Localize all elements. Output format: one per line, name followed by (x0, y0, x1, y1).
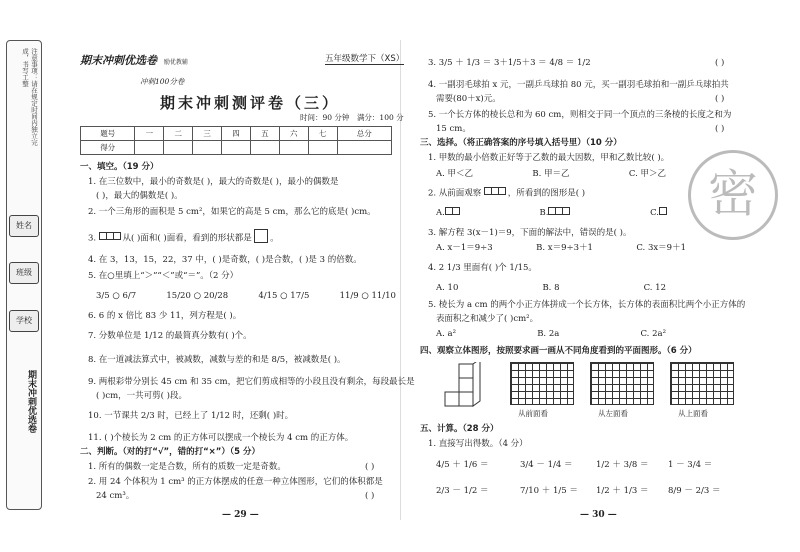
choice-4: 4. 2 1/3 里面有( )个 1/15。 (428, 263, 537, 273)
judge-3: 3. 3/5 ＋ 1/3 ＝ 3＋1/5＋3 ＝ 4/8 ＝ 1/2 (428, 58, 591, 68)
calc-item: 2/3 － 1/2 ＝ (436, 486, 489, 496)
question-10: 10. 一节课共 2/3 时，已经上了 1/12 时，还剩( )时。 (88, 411, 294, 421)
question-2: 2. 一个三角形的面积是 5 cm²，如果它的高是 5 cm，那么它的底是( )cm。 (88, 207, 376, 217)
question-11: 11. ( )个棱长为 2 cm 的正方体可以摆成一个棱长为 4 cm 的正方体。 (88, 433, 354, 443)
cube-stack-icon (484, 187, 505, 199)
sidebar-brand: 期末冲刺优选卷 (26, 370, 36, 433)
choice-5b: 表面积之和减少了( )cm²。 (436, 314, 539, 324)
school-field-label: 学校 (9, 310, 39, 332)
calc-item: 1/2 ＋ 1/3 ＝ (596, 486, 649, 496)
calc-item: 8/9 － 2/3 ＝ (668, 486, 721, 496)
solid-figure-icon (440, 362, 490, 412)
question-1a: 1. 在三位数中，最小的奇数是( )，最大的奇数是( )，最小的偶数是 (88, 177, 339, 187)
exam-meta: 时间：90 分钟 满分：100 分 (300, 113, 404, 122)
choice-3-options: A. x－1＝9÷3 B. x＝9÷3＋1 C. 3x＝9＋1 (436, 243, 686, 253)
judge-2-answer[interactable]: ( ) (365, 491, 375, 501)
section-fill-in: 一、填空。（19 分） (80, 162, 159, 172)
judge-2b: 24 cm³。 (96, 491, 135, 501)
page-number-left: — 29 — (222, 510, 259, 520)
choice-5-options: A. a² B. 2a C. 2a² (436, 329, 666, 339)
section-calc: 五、计算。（28 分） (420, 424, 499, 434)
choice-5a: 5. 棱长为 a cm 的两个小正方体拼成一个长方体，长方体的表面积比两个小正方体的 (428, 300, 746, 310)
section-choice: 三、选择。（将正确答案的序号填入括号里）（10 分） (420, 138, 622, 148)
top-view-label: 从上面看 (678, 409, 708, 418)
page-number-right: — 30 — (580, 510, 617, 520)
question-3: 3. 从( )面和( )面看，看到的形状都是 。 (88, 229, 279, 247)
judge-4b: 需要(80＋x)元。 (436, 94, 501, 104)
cube-figure-icon (99, 232, 120, 244)
front-view-label: 从前面看 (518, 409, 548, 418)
class-field-label: 班级 (9, 262, 39, 284)
judge-4-answer[interactable]: ( ) (715, 94, 725, 104)
choice-1-options: A. 甲＜乙 B. 甲＝乙 C. 甲＞乙 (436, 169, 666, 179)
choice-2-options: A. B. C. (436, 207, 666, 219)
grade-label: 五年级数学下（XS） (325, 54, 405, 64)
choice-1: 1. 甲数的最小倍数正好等于乙数的最大因数，甲和乙数比较( )。 (428, 153, 670, 163)
sidebar-rules: 注意事项：请在规定时间内独立完成，书写工整 (21, 48, 38, 146)
judge-5-answer[interactable]: ( ) (715, 124, 725, 134)
secret-stamp-icon: 密 (688, 150, 778, 240)
question-8: 8. 在一道减法算式中，被减数，减数与差的和是 8/5，被减数是( )。 (88, 355, 346, 365)
calc-item: 3/4 － 1/4 ＝ (520, 460, 573, 470)
question-7: 7. 分数单位是 1/12 的最简真分数有( )个。 (88, 331, 252, 341)
subtitle: 冲刺100分卷 (140, 77, 185, 86)
calc-item: 1/2 ＋ 3/8 ＝ (596, 460, 649, 470)
question-5: 5. 在○里填上“＞”“＜”或“＝”。（2 分） (88, 271, 239, 281)
compare-items: 3/5 ○ 6/7 15/20 ○ 20/28 4/15 ○ 17/5 11/9 ○ 11/10 (96, 291, 396, 301)
judge-5b: 15 cm。 (436, 124, 471, 134)
judge-1: 1. 所有的偶数一定是合数，所有的质数一定是奇数。 (88, 462, 286, 472)
left-view-label: 从左面看 (598, 409, 628, 418)
top-view-grid[interactable] (670, 362, 734, 405)
question-1b: ( )，最大的偶数是( )。 (96, 191, 183, 201)
calc-item: 4/5 ＋ 1/6 ＝ (436, 460, 489, 470)
judge-4a: 4. 一副羽毛球拍 x 元，一副乒乓球拍 80 元，买一副羽毛球拍和一副乒乓球拍共 (428, 80, 729, 90)
choice-3: 3. 解方程 3(x－1)＝9，下面的解法中，错误的是( )。 (428, 228, 632, 238)
judge-1-answer[interactable]: ( ) (365, 462, 375, 472)
calc-item: 1 － 3/4 ＝ (668, 460, 713, 470)
logo: 期末冲刺优选卷 励优教辅 (80, 54, 188, 67)
choice-2: 2. 从前面观察 ，所看到的图形是( ) (428, 188, 586, 199)
judge-2a: 2. 用 24 个体积为 1 cm³ 的正方体摆成的任意一种立体图形，它们的体积都是 (88, 477, 383, 487)
section-observe: 四、观察立体图形，按照要求画一画从不同角度看到的平面图形。（6 分） (420, 346, 697, 356)
question-6: 6. 6 的 x 倍比 83 少 11，列方程是( )。 (88, 311, 242, 321)
choice-4-options: A. 10 B. 8 C. 12 (436, 283, 666, 293)
score-table: 题号 一 二 三 四 五 六 七 总分 得分 (80, 126, 392, 155)
name-field-label: 姓名 (9, 215, 39, 237)
section-judge: 二、判断。（对的打“√”，错的打“×”）（5 分） (80, 447, 261, 457)
square-view-icon (254, 229, 267, 247)
calc-instruction: 1. 直接写出得数。（4 分） (428, 439, 528, 449)
front-view-grid[interactable] (510, 362, 574, 405)
judge-3-answer[interactable]: ( ) (715, 58, 725, 68)
page-title: 期末冲刺测评卷（三） (159, 94, 340, 112)
judge-5a: 5. 一个长方体的棱长总和为 60 cm，则相交于同一个顶点的三条棱的长度之和为 (428, 110, 732, 120)
left-view-grid[interactable] (590, 362, 654, 405)
question-9b: ( )cm，一共可剪( )段。 (96, 391, 187, 401)
question-9a: 9. 两根彩带分别长 45 cm 和 35 cm，把它们剪成相等的小段且没有剩余，每段最长是 (88, 377, 415, 387)
calc-item: 7/10 ＋ 1/5 ＝ (520, 486, 578, 496)
question-4: 4. 在 3，13，15，22，37 中，( )是奇数，( )是合数，( )是 3 的倍数。 (88, 255, 362, 265)
